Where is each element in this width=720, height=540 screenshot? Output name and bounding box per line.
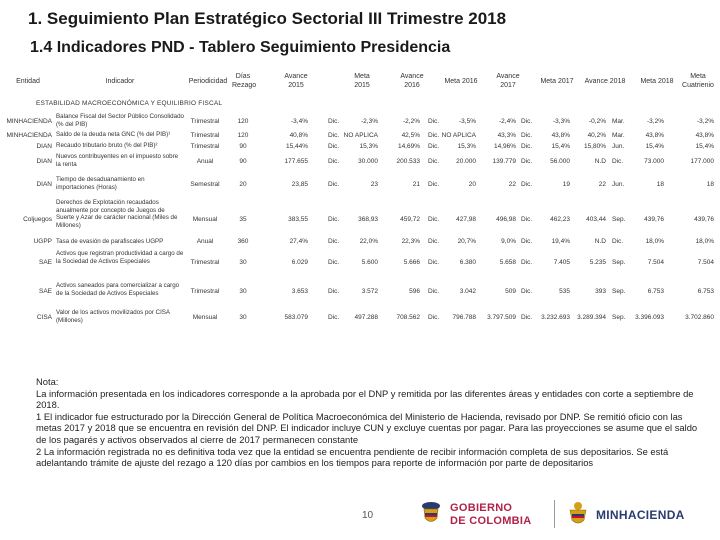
cell-a16p: Dic.: [428, 158, 440, 165]
header-periodicidad: Periodicidad: [188, 78, 228, 85]
cell-m15p: Dic.: [328, 259, 340, 266]
cell-m16: 796.788: [452, 314, 476, 321]
cell-a18: 3.289.394: [577, 314, 606, 321]
cell-m16: 3.042: [459, 288, 476, 295]
cell-a18p: Mar.: [612, 118, 625, 125]
cell-m15p: Dic.: [328, 158, 340, 165]
cell-a17: 496,98: [496, 216, 516, 223]
cell-a15: 6.029: [291, 259, 308, 266]
cell-periodicidad: Trimestral: [190, 118, 220, 125]
cell-m15: NO APLICA: [343, 132, 378, 139]
cell-entidad: DIAN: [36, 181, 52, 188]
cell-a15: 3.653: [291, 288, 308, 295]
ministry-seal-icon: [566, 500, 590, 526]
cell-a16p: Dic.: [428, 132, 440, 139]
cell-mc: 6.753: [697, 288, 714, 295]
cell-mc: 3.702.860: [685, 314, 714, 321]
cell-a18p: Dic.: [612, 158, 624, 165]
gobierno-logo: [418, 498, 548, 530]
cell-a16: 708.562: [396, 314, 420, 321]
cell-m16: 20,7%: [457, 238, 476, 245]
cell-m16: -3,5%: [459, 118, 476, 125]
cell-a18: 403,44: [586, 216, 606, 223]
cell-mc: 15,4%: [695, 143, 714, 150]
cell-m15p: Dic.: [328, 143, 340, 150]
cell-entidad: UGPP: [33, 238, 52, 245]
cell-a17p: Dic.: [521, 216, 533, 223]
header-entidad: Entidad: [16, 78, 40, 85]
cell-a17: -2,4%: [499, 118, 516, 125]
cell-indicador: Derechos de Explotación recaudados anualmente por concepto de Juegos de Suerte y Azar de carácter nacional (Miles de Millones): [56, 199, 178, 229]
cell-a16: 200.533: [396, 158, 420, 165]
cell-mc: 439,76: [694, 216, 714, 223]
cell-m16: 20.000: [456, 158, 476, 165]
header-avance-2015: Avance 2015: [284, 73, 308, 89]
slide-title: 1. Seguimiento Plan Estratégico Sectorial III Trimestre 2018: [28, 9, 507, 28]
logo-divider: [554, 500, 555, 528]
cell-m15p: Dic.: [328, 238, 340, 245]
cell-periodicidad: Trimestral: [190, 143, 220, 150]
cell-a17p: Dic.: [521, 259, 533, 266]
cell-m17: 19: [562, 181, 570, 188]
cell-a16: 14,69%: [397, 143, 420, 150]
header-meta-2017: Meta 2017: [540, 78, 574, 85]
cell-dias: 30: [239, 314, 247, 321]
colombia-text: DE COLOMBIA: [450, 515, 532, 527]
cell-indicador: Saldo de la deuda neta GNC (% del PIB)¹: [56, 131, 171, 138]
cell-m15: 3.572: [361, 288, 378, 295]
section-label: ESTABILIDAD MACROECONÓMICA Y EQUILIBRIO FISCAL: [36, 100, 223, 107]
cell-m16: 427,98: [456, 216, 476, 223]
page-number: 10: [362, 510, 374, 521]
cell-dias: 35: [239, 216, 247, 223]
header-meta-2016: Meta 2016: [444, 78, 478, 85]
cell-a16: 5.666: [403, 259, 420, 266]
cell-m17: 43,8%: [551, 132, 570, 139]
note-title: Nota:: [36, 376, 59, 387]
cell-m17: 56.000: [550, 158, 570, 165]
cell-m15: 368,93: [358, 216, 378, 223]
cell-entidad: SAE: [38, 288, 52, 295]
cell-indicador: Tiempo de desaduanamiento en importaciones (Horas): [56, 176, 145, 191]
cell-m15: 23: [370, 181, 378, 188]
cell-a17p: Dic.: [521, 181, 533, 188]
cell-m18: 439,76: [644, 216, 664, 223]
cell-m18: 6.753: [647, 288, 664, 295]
cell-mc: 7.504: [697, 259, 714, 266]
cell-m18: 18,0%: [645, 238, 664, 245]
cell-a17p: Dic.: [521, 118, 533, 125]
cell-periodicidad: Trimestral: [190, 288, 220, 295]
cell-a18p: Sep.: [612, 259, 626, 266]
cell-m15: 497.288: [354, 314, 378, 321]
note-line: 1 El indicador fue estructurado por la Dirección General de Política Macroeconómica del Ministerio de Hacienda, revisado por DNP. Se remitió oficio con las metas 2017 y 2018 que se encuentra en revisión del DNP. El indicador incluye CUN y excluye cuentas por pagar. Para las proyecciones se asume que el saldo de los pagarés y activos observados al cierre de 2017 permanecen constante: [36, 410, 698, 445]
cell-a18p: Sep.: [612, 314, 626, 321]
cell-a16p: Dic.: [428, 314, 440, 321]
cell-a18: 40,2%: [587, 132, 606, 139]
cell-a17p: Dic.: [521, 238, 533, 245]
cell-a18p: Sep.: [612, 288, 626, 295]
cell-a17: 139.779: [492, 158, 516, 165]
cell-a16p: Dic.: [428, 238, 440, 245]
cell-m18: 43,8%: [645, 132, 664, 139]
cell-m16: NO APLICA: [441, 132, 476, 139]
cell-a16: -2,2%: [403, 118, 420, 125]
cell-entidad: Coljuegos: [23, 216, 52, 223]
cell-m18: 3.396.093: [635, 314, 664, 321]
cell-periodicidad: Anual: [196, 158, 214, 165]
cell-m15p: Dic.: [328, 181, 340, 188]
cell-m15: 30.000: [358, 158, 378, 165]
header-avance-2016: Avance 2016: [400, 73, 424, 89]
cell-m17: -3,3%: [553, 118, 570, 125]
cell-a16: 21: [412, 181, 420, 188]
cell-a15: 23,85: [291, 181, 308, 188]
cell-a17: 9,0%: [501, 238, 516, 245]
cell-entidad: SAE: [38, 259, 52, 266]
cell-a15: 383,55: [288, 216, 308, 223]
cell-a18: 393: [595, 288, 606, 295]
cell-a16p: Dic.: [428, 288, 440, 295]
cell-m16: 20: [468, 181, 476, 188]
header-avance-2017: Avance 2017: [496, 73, 520, 89]
cell-mc: 18,0%: [695, 238, 714, 245]
header-meta-2018: Meta 2018: [640, 78, 674, 85]
slide-subtitle: 1.4 Indicadores PND - Tablero Seguimiento Presidencia: [30, 39, 451, 56]
cell-m15: 15,3%: [359, 143, 378, 150]
cell-m17: 7.405: [553, 259, 570, 266]
gobierno-text: GOBIERNO: [450, 502, 513, 514]
cell-a17: 14,96%: [493, 143, 516, 150]
cell-a15: 15,44%: [285, 143, 308, 150]
cell-a18p: Sep.: [612, 216, 626, 223]
cell-a17p: Dic.: [521, 288, 533, 295]
cell-mc: -3,2%: [697, 118, 714, 125]
cell-a17p: Dic.: [521, 158, 533, 165]
cell-m17: 15,4%: [551, 143, 570, 150]
cell-dias: 30: [239, 259, 247, 266]
cell-a16p: Dic.: [428, 143, 440, 150]
cell-dias: 20: [239, 181, 247, 188]
cell-m17: 535: [559, 288, 570, 295]
cell-mc: 177.000: [690, 158, 714, 165]
cell-indicador: Nuevos contribuyentes en el impuesto sobre la renta: [56, 153, 179, 168]
cell-periodicidad: Trimestral: [190, 259, 220, 266]
cell-a16: 459,72: [400, 216, 420, 223]
minhacienda-logo: [566, 498, 716, 530]
header-dias-rezago: Días Rezago: [232, 73, 257, 89]
cell-periodicidad: Trimestral: [190, 132, 220, 139]
cell-a15: 177.655: [284, 158, 308, 165]
cell-m18: 7.504: [647, 259, 664, 266]
cell-a15: 583.079: [284, 314, 308, 321]
cell-periodicidad: Mensual: [192, 216, 218, 223]
cell-m15p: Dic.: [328, 132, 340, 139]
cell-dias: 120: [237, 118, 249, 125]
cell-a17: 509: [505, 288, 516, 295]
cell-m16: 15,3%: [457, 143, 476, 150]
cell-indicador: Recaudo tributario bruto (% del PIB)²: [56, 142, 158, 149]
cell-a17p: Dic.: [521, 314, 533, 321]
cell-a17: 5.658: [499, 259, 516, 266]
cell-entidad: MINHACIENDA: [6, 118, 52, 125]
notes-block: [36, 376, 704, 469]
cell-m18: 18: [656, 181, 664, 188]
cell-a16p: Dic.: [428, 118, 440, 125]
cell-indicador: Activos que registran productividad a cargo de la Sociedad de Activos Especiales: [56, 250, 184, 265]
cell-a16p: Dic.: [428, 259, 440, 266]
cell-indicador: Balance Fiscal del Sector Público Consolidado (% del PIB): [56, 113, 184, 128]
cell-a18: 15,80%: [583, 143, 606, 150]
cell-a16p: Dic.: [428, 181, 440, 188]
cell-m18: 15,4%: [645, 143, 664, 150]
cell-a18: -0,2%: [589, 118, 606, 125]
cell-a18: N.D: [594, 158, 606, 165]
header-meta-cuatrienio: Meta Cuatrienio: [682, 73, 714, 89]
cell-entidad: CISA: [36, 314, 52, 321]
cell-a16: 42,5%: [401, 132, 420, 139]
cell-m15p: Dic.: [328, 288, 340, 295]
cell-dias: 120: [237, 132, 249, 139]
coat-of-arms-icon: [418, 500, 444, 526]
cell-entidad: MINHACIENDA: [6, 132, 52, 139]
cell-a18: 22: [598, 181, 606, 188]
note-line: 2 La información registrada no es definitiva toda vez que la entidad se encuentra pendiente de recibir información completa de sus depositarios. Se está adelantando trámite de ajuste del rezago a 120 días por cambios en los tiempos para reporte de información por parte de depositarios: [36, 445, 669, 469]
minhacienda-text: MINHACIENDA: [596, 508, 685, 522]
cell-m18: -3,2%: [647, 118, 664, 125]
cell-periodicidad: Anual: [196, 238, 214, 245]
cell-dias: 90: [239, 158, 247, 165]
cell-indicador: Valor de los activos movilizados por CISA (Millones): [56, 309, 170, 324]
cell-dias: 360: [237, 238, 249, 245]
cell-m15p: Dic.: [328, 314, 340, 321]
header-indicador: Indicador: [105, 78, 135, 85]
cell-m17: 19,4%: [551, 238, 570, 245]
cell-a18p: Dic.: [612, 238, 624, 245]
cell-m16: 6.380: [459, 259, 476, 266]
cell-m18: 73.000: [644, 158, 664, 165]
cell-m15: 22,0%: [359, 238, 378, 245]
cell-a17: 22: [508, 181, 516, 188]
cell-m17: 3.232.693: [541, 314, 570, 321]
cell-a17: 43,3%: [497, 132, 516, 139]
cell-m15: 5.600: [361, 259, 378, 266]
cell-entidad: DIAN: [36, 143, 52, 150]
cell-a17p: Dic.: [521, 143, 533, 150]
cell-a16: 22,3%: [401, 238, 420, 245]
cell-a17p: Dic.: [521, 132, 533, 139]
cell-m17: 462,23: [550, 216, 570, 223]
cell-indicador: Activos saneados para comercializar a cargo de la Sociedad de Activos Especiales: [56, 282, 180, 297]
cell-a18: 5.235: [589, 259, 606, 266]
header-avance-2018: Avance 2018: [584, 78, 626, 85]
cell-a15: -3,4%: [291, 118, 308, 125]
cell-a18p: Jun.: [612, 143, 625, 150]
header-meta-2015: Meta 2015: [354, 73, 370, 89]
cell-a18p: Jun.: [612, 181, 625, 188]
cell-dias: 90: [239, 143, 247, 150]
cell-a15: 27,4%: [289, 238, 308, 245]
cell-a18: N.D: [594, 238, 606, 245]
cell-a17: 3.797.509: [487, 314, 516, 321]
cell-a18p: Mar.: [612, 132, 625, 139]
cell-periodicidad: Mensual: [192, 314, 218, 321]
cell-m15p: Dic.: [328, 216, 340, 223]
cell-dias: 30: [239, 288, 247, 295]
cell-indicador: Tasa de evasión de parafiscales UGPP: [56, 238, 164, 245]
cell-a16: 596: [409, 288, 420, 295]
cell-mc: 43,8%: [695, 132, 714, 139]
cell-entidad: DIAN: [36, 158, 52, 165]
cell-periodicidad: Semestral: [190, 181, 220, 188]
cell-a16p: Dic.: [428, 216, 440, 223]
cell-a15: 40,8%: [289, 132, 308, 139]
cell-m15p: Dic.: [328, 118, 340, 125]
cell-m15: -2,3%: [361, 118, 378, 125]
note-line: La información presentada en los indicadores corresponde a la aprobada por el DNP y remitida por las diferentes áreas y entidades con corte a septiembre de 2018.: [36, 387, 694, 411]
cell-mc: 18: [706, 181, 714, 188]
